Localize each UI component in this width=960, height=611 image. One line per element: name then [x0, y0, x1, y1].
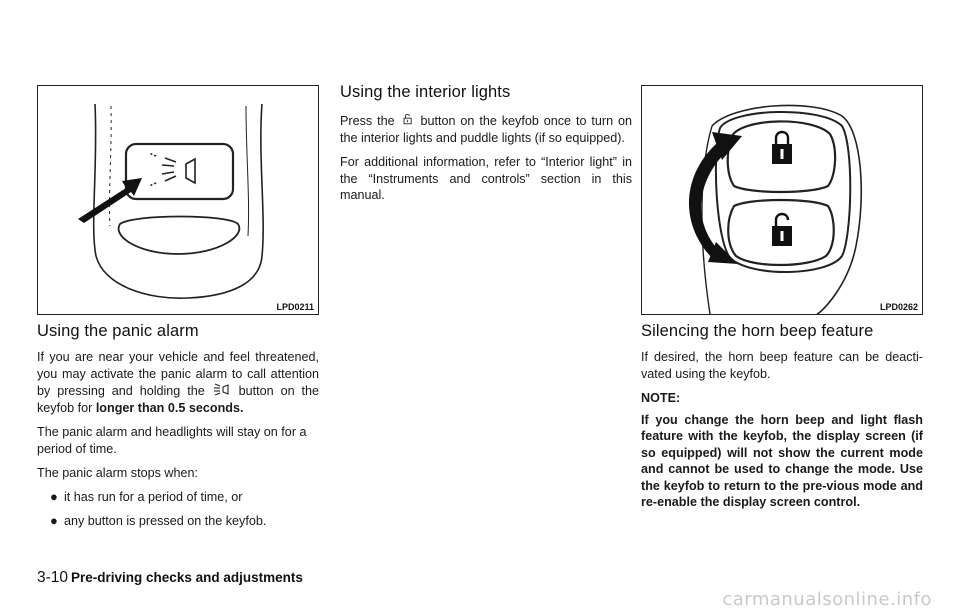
interior-lights-heading: Using the interior lights	[340, 83, 511, 101]
watermark: carmanualsonline.info	[722, 589, 932, 610]
figure-label: LPD0262	[879, 302, 918, 312]
page-footer	[37, 569, 303, 587]
keyfob-lock-illustration	[642, 86, 922, 314]
figure-label: LPD0211	[276, 302, 314, 312]
panic-alarm-duration: The panic alarm and headlights will stay on for a period of time.	[37, 425, 307, 456]
note-text: If you change the horn beep and light flash feature with the keyfob, the display screen (if so equipped) will not show the current mode and cannot be used to change the mode. Use the keyfob to return to the pre-vious mode and re-enable the display screen control.	[641, 412, 923, 509]
list-item: ● it has run for a period of time, or	[50, 488, 243, 504]
page-number: 3-10	[37, 569, 69, 586]
horn-beep-heading: Silencing the horn beep feature	[641, 322, 874, 340]
panic-alarm-heading: Using the panic alarm	[37, 322, 199, 340]
note-label: NOTE:	[641, 391, 681, 405]
horn-beep-paragraph: If desired, the horn beep feature can be deacti-vated using the keyfob.	[641, 350, 923, 381]
section-title: Pre-driving checks and adjustments	[71, 570, 303, 585]
list-item: ● any button is pressed on the keyfob.	[50, 513, 267, 528]
panic-horn-icon	[212, 382, 232, 396]
interior-lights-paragraph: Press the button on the keyfob once to turn on the interior lights and puddle lights (if so equipped).	[340, 111, 632, 146]
horn-beep-keyfob-figure	[641, 85, 923, 315]
panic-alarm-paragraph: If you are near your vehicle and feel threatened, you may activate the panic alarm to call attention by pressing and holding the button on the keyfob for longer than 0.5 seconds.	[37, 350, 320, 415]
keyfob-panic-illustration	[38, 86, 318, 314]
panic-keyfob-figure	[37, 85, 319, 315]
interior-light-icon	[400, 111, 416, 127]
panic-alarm-stops: The panic alarm stops when:	[37, 466, 199, 480]
interior-lights-reference: For additional information, refer to “Interior light” in the “Instruments and controls” section in this manual.	[340, 155, 632, 202]
